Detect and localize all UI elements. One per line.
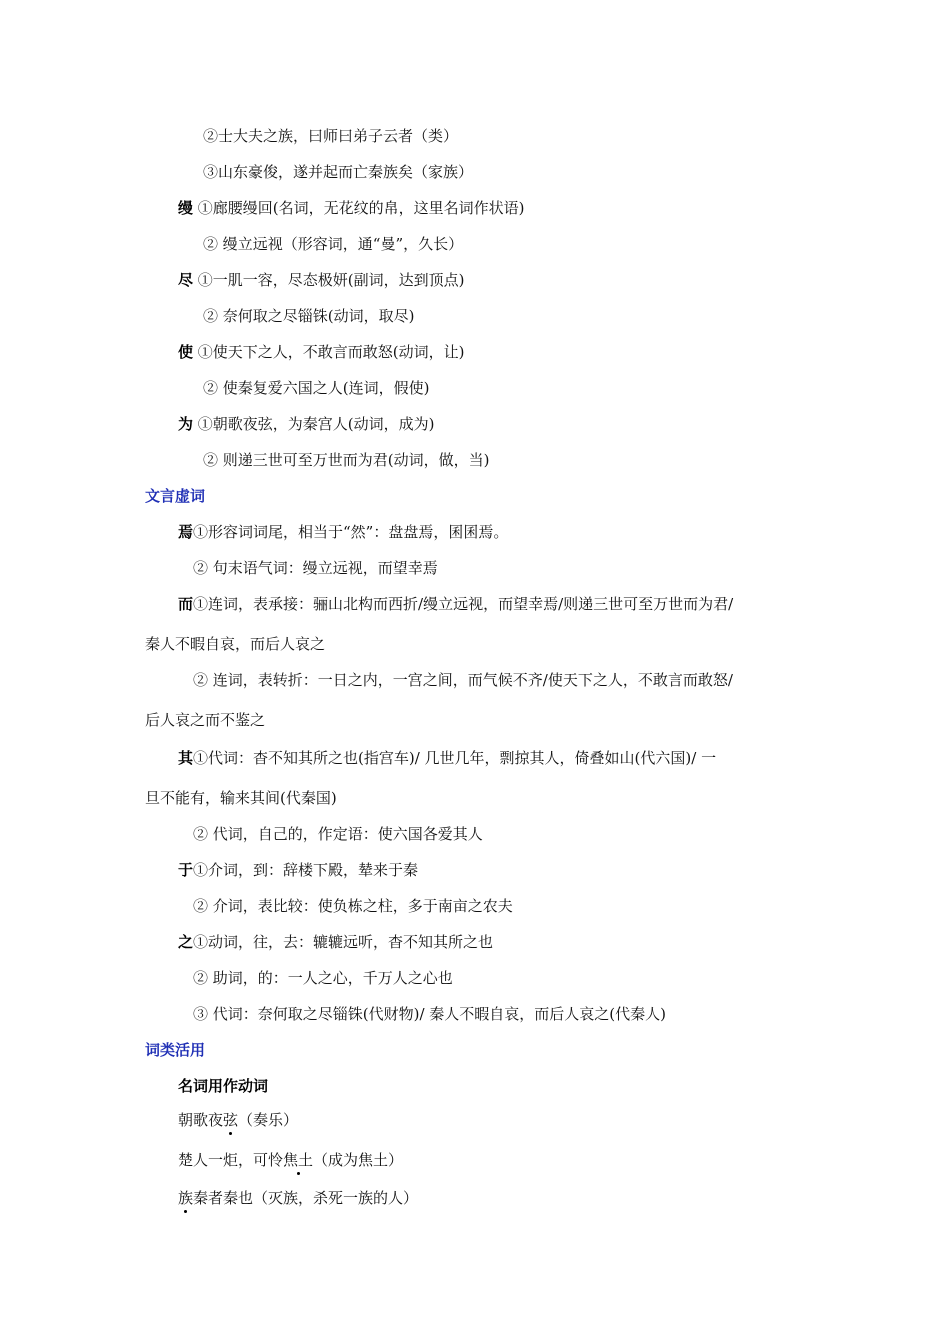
example-gloss: 秦者秦也（灭族，杀死一族的人） bbox=[193, 1189, 419, 1207]
example-text: 朝歌夜 bbox=[178, 1111, 224, 1129]
xuci-qi bbox=[178, 748, 716, 768]
sense-text: ①一肌一容，尽态极妍(副词，达到顶点) bbox=[197, 271, 465, 289]
sense-text: ①介词，到：辞楼下殿，辇来于秦 bbox=[193, 861, 419, 879]
headword-qi: 其 bbox=[178, 749, 194, 767]
xuci-zhi-sense-2: ② 助词，的：一人之心，千万人之心也 bbox=[193, 969, 453, 987]
headword-jin: 尽 bbox=[178, 271, 194, 289]
sense-text: ①代词：杳不知其所之也(指宫车)/ 几世几年，剽掠其人，倚叠如山(代六国)/ 一 bbox=[193, 749, 717, 767]
emphasis-dotted-word: 焦土 bbox=[283, 1151, 314, 1169]
xuci-qi-sense-2: ② 代词，自己的，作定语：使六国各爱其人 bbox=[193, 825, 483, 843]
sense-text: ①连词，表承接：骊山北构而西折/缦立远视，而望幸焉/则递三世可至万世而为君/ bbox=[193, 595, 734, 613]
entry-wei-sense-2: ② 则递三世可至万世而为君(动词，做，当) bbox=[203, 451, 490, 469]
section-heading-huoyong: 词类活用 bbox=[145, 1041, 206, 1059]
entry-shi-sense-2: ② 使秦复爱六国之人(连词，假使) bbox=[203, 379, 430, 397]
zu-sense-2 bbox=[203, 126, 458, 146]
headword-wei: 为 bbox=[178, 415, 194, 433]
headword-man: 缦 bbox=[178, 199, 194, 217]
sense-text: ①形容词词尾，相当于“然”：盘盘焉，囷囷焉。 bbox=[193, 523, 509, 541]
xuci-er-sense-1-cont: 秦人不暇自哀，而后人哀之 bbox=[145, 635, 326, 653]
xuci-er-sense-2: ② 连词，表转折：一日之内，一宫之间，而气候不齐/使天下之人，不敢言而敢怒/ bbox=[193, 671, 733, 689]
huoyong-example-3 bbox=[178, 1188, 418, 1208]
sense-text: 士大夫之族，曰师曰弟子云者（类） bbox=[218, 127, 459, 145]
subheading-noun-as-verb: 名词用作动词 bbox=[178, 1077, 269, 1095]
huoyong-example-2 bbox=[178, 1150, 403, 1170]
xuci-zhi bbox=[178, 932, 493, 952]
example-gloss: （奏乐） bbox=[238, 1111, 299, 1129]
zu-sense-3 bbox=[203, 162, 473, 182]
xuci-er bbox=[178, 594, 733, 614]
sense-text: ①廊腰缦回(名词，无花纹的帛，这里名词作状语) bbox=[197, 199, 525, 217]
headword-yu: 于 bbox=[178, 861, 194, 879]
sense-number: ③ bbox=[203, 163, 219, 181]
sense-text: 山东豪俊，遂并起而亡秦族矣（家族） bbox=[218, 163, 474, 181]
headword-zhi: 之 bbox=[178, 933, 194, 951]
entry-man-sense-2: ② 缦立远视（形容词，通“曼”，久长） bbox=[203, 235, 464, 253]
xuci-yu-sense-2: ② 介词，表比较：使负栋之柱，多于南亩之农夫 bbox=[193, 897, 513, 915]
huoyong-example-1 bbox=[178, 1110, 298, 1130]
emphasis-dotted-word: 弦 bbox=[223, 1111, 239, 1129]
section-heading-xuci: 文言虚词 bbox=[145, 487, 206, 505]
sense-number: ② bbox=[203, 127, 219, 145]
xuci-yan-sense-2: ② 句末语气词：缦立远视，而望幸焉 bbox=[193, 559, 438, 577]
xuci-zhi-sense-3: ③ 代词：奈何取之尽锱铢(代财物)/ 秦人不暇自哀，而后人哀之(代秦人) bbox=[193, 1005, 667, 1023]
sense-text: ①朝歌夜弦，为秦宫人(动词，成为) bbox=[197, 415, 435, 433]
example-text: 楚人一炬，可怜 bbox=[178, 1151, 284, 1169]
xuci-yan bbox=[178, 522, 508, 542]
headword-yan: 焉 bbox=[178, 523, 194, 541]
xuci-er-sense-2-cont: 后人哀之而不鉴之 bbox=[145, 711, 266, 729]
example-gloss: （成为焦土） bbox=[313, 1151, 404, 1169]
headword-er: 而 bbox=[178, 595, 194, 613]
entry-jin-sense-2: ② 奈何取之尽锱铢(动词，取尽) bbox=[203, 307, 415, 325]
entry-wei bbox=[178, 414, 435, 434]
xuci-qi-sense-1-cont: 旦不能有，输来其间(代秦国) bbox=[145, 789, 337, 807]
entry-man bbox=[178, 198, 525, 218]
entry-jin bbox=[178, 270, 465, 290]
headword-shi: 使 bbox=[178, 343, 194, 361]
sense-text: ①动词，往，去：辘辘远听，杳不知其所之也 bbox=[193, 933, 494, 951]
emphasis-dotted-word: 族 bbox=[178, 1189, 194, 1207]
sense-text: ①使天下之人，不敢言而敢怒(动词，让) bbox=[197, 343, 465, 361]
xuci-yu bbox=[178, 860, 418, 880]
entry-shi bbox=[178, 342, 465, 362]
